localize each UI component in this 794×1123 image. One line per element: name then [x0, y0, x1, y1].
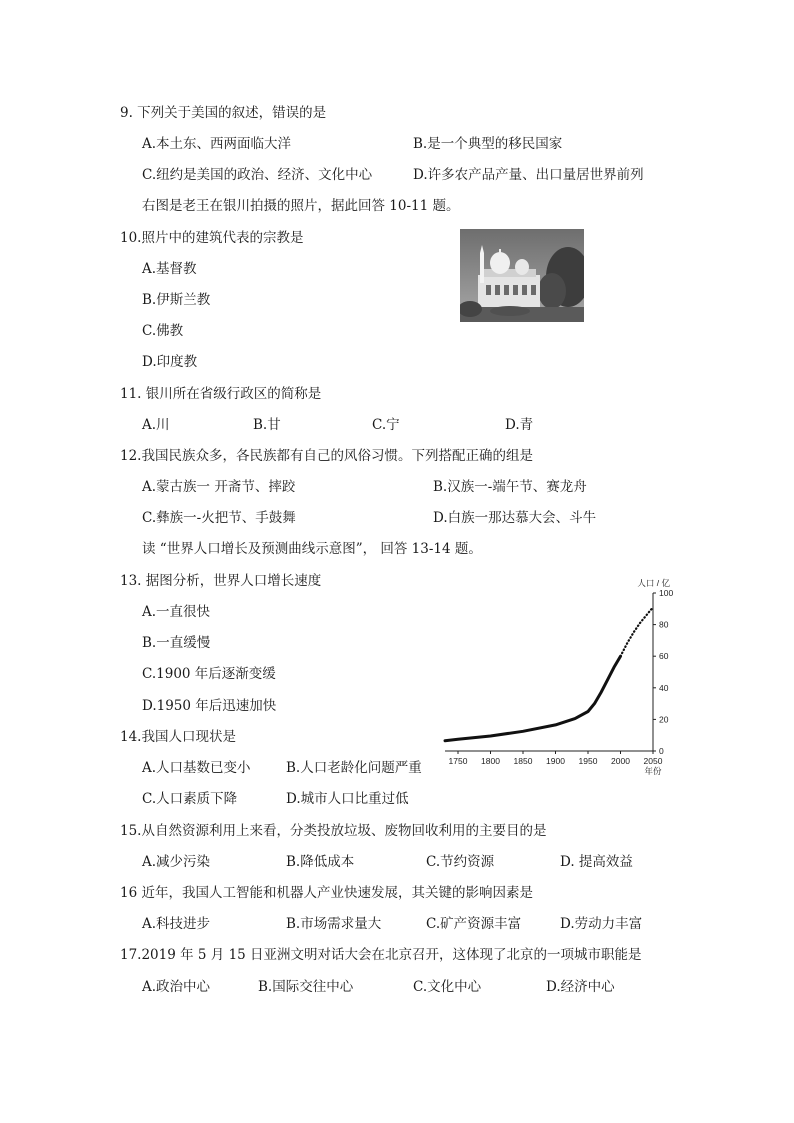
q13-stem: 13. 据图分析，世界人口增长速度 — [120, 573, 322, 589]
q16-stem: 16 近年，我国人工智能和机器人产业快速发展，其关键的影响因素是 — [120, 885, 533, 901]
x-tick-label: 2050 — [643, 756, 663, 766]
q11-option-d[interactable]: D.青 — [505, 417, 534, 433]
q14-option-c[interactable]: C.人口素质下降 — [142, 791, 238, 807]
y-tick-label: 20 — [659, 714, 669, 725]
y-tick-label: 0 — [659, 746, 664, 756]
q9-option-b[interactable]: B.是一个典型的移民国家 — [413, 136, 563, 152]
x-tick-label: 2000 — [611, 756, 630, 766]
intro-10-11: 右图是老王在银川拍摄的照片，据此回答 10-11 题。 — [142, 198, 460, 214]
q15-option-d[interactable]: D. 提高效益 — [560, 854, 633, 870]
q12-option-a[interactable]: A.蒙古族一 开斋节、摔跤 — [142, 479, 296, 495]
y-tick-label: 40 — [659, 682, 669, 693]
q17-option-b[interactable]: B.国际交往中心 — [258, 979, 354, 995]
x-tick-label: 1800 — [481, 756, 500, 766]
q12-option-c[interactable]: C.彝族一-火把节、手鼓舞 — [142, 510, 296, 526]
q17-option-d[interactable]: D.经济中心 — [546, 979, 615, 995]
q17-stem: 17.2019 年 5 月 15 日亚洲文明对话大会在北京召开，这体现了北京的一项城市职能是 — [120, 947, 642, 963]
q9-option-d[interactable]: D.许多农产品产量、出口量居世界前列 — [413, 167, 644, 183]
mosque-photo — [460, 229, 584, 322]
y-tick-label: 60 — [659, 651, 669, 662]
q10-option-d[interactable]: D.印度教 — [142, 354, 198, 370]
q10-option-a[interactable]: A.基督教 — [142, 261, 197, 277]
q13-option-b[interactable]: B.一直缓慢 — [142, 635, 211, 651]
q10-option-c[interactable]: C.佛教 — [142, 323, 184, 339]
q14-stem: 14.我国人口现状是 — [120, 729, 236, 745]
q16-option-b[interactable]: B.市场需求量大 — [286, 916, 382, 932]
q13-option-a[interactable]: A.一直很快 — [142, 604, 211, 620]
q17-option-c[interactable]: C.文化中心 — [413, 979, 482, 995]
x-tick-label: 1750 — [448, 756, 468, 766]
q15-option-c[interactable]: C.节约资源 — [426, 854, 495, 870]
q14-option-b[interactable]: B.人口老龄化问题严重 — [286, 760, 422, 776]
y-tick-label: 80 — [659, 619, 669, 630]
x-tick-label: 1900 — [546, 756, 565, 766]
population-chart — [440, 575, 680, 775]
q15-option-b[interactable]: B.降低成本 — [286, 854, 355, 870]
q10-option-b[interactable]: B.伊斯兰教 — [142, 292, 211, 308]
x-axis-label: 年份 — [644, 766, 662, 775]
q13-option-d[interactable]: D.1950 年后迅速加快 — [142, 698, 277, 714]
y-tick-label: 100 — [659, 588, 674, 598]
q9-stem: 9. 下列关于美国的叙述，错误的是 — [120, 105, 327, 121]
q13-option-c[interactable]: C.1900 年后逐渐变缓 — [142, 666, 276, 682]
q9-option-c[interactable]: C.纽约是美国的政治、经济、文化中心 — [142, 167, 373, 183]
q10-stem: 10.照片中的建筑代表的宗教是 — [120, 230, 304, 246]
q11-option-b[interactable]: B.甘 — [253, 417, 281, 433]
q9-option-a[interactable]: A.本土东、西两面临大洋 — [142, 136, 292, 152]
intro-13-14: 读 “世界人口增长及预测曲线示意图”， 回答 13-14 题。 — [142, 541, 482, 557]
q11-option-c[interactable]: C.宁 — [372, 417, 400, 433]
q17-option-a[interactable]: A.政治中心 — [142, 979, 211, 995]
q15-option-a[interactable]: A.减少污染 — [142, 854, 211, 870]
q14-option-d[interactable]: D.城市人口比重过低 — [286, 791, 409, 807]
q14-option-a[interactable]: A.人口基数已变小 — [142, 760, 251, 776]
x-tick-label: 1850 — [513, 756, 533, 766]
q11-stem: 11. 银川所在省级行政区的简称是 — [120, 386, 322, 402]
q12-option-b[interactable]: B.汉族一-端午节、赛龙舟 — [433, 479, 587, 495]
projected-population-line — [621, 607, 654, 656]
q16-option-a[interactable]: A.科技进步 — [142, 916, 211, 932]
q11-option-a[interactable]: A.川 — [142, 417, 170, 433]
q15-stem: 15.从自然资源利用上来看，分类投放垃圾、废物回收利用的主要目的是 — [120, 823, 547, 839]
q16-option-c[interactable]: C.矿产资源丰富 — [426, 916, 522, 932]
q12-option-d[interactable]: D.白族一那达慕大会、斗牛 — [433, 510, 597, 526]
y-axis-label: 人口 / 亿 — [637, 578, 670, 588]
x-tick-label: 1950 — [578, 756, 598, 766]
actual-population-line — [445, 656, 621, 741]
q16-option-d[interactable]: D.劳动力丰富 — [560, 916, 643, 932]
q12-stem: 12.我国民族众多，各民族都有自己的风俗习惯。下列搭配正确的组是 — [120, 448, 533, 464]
